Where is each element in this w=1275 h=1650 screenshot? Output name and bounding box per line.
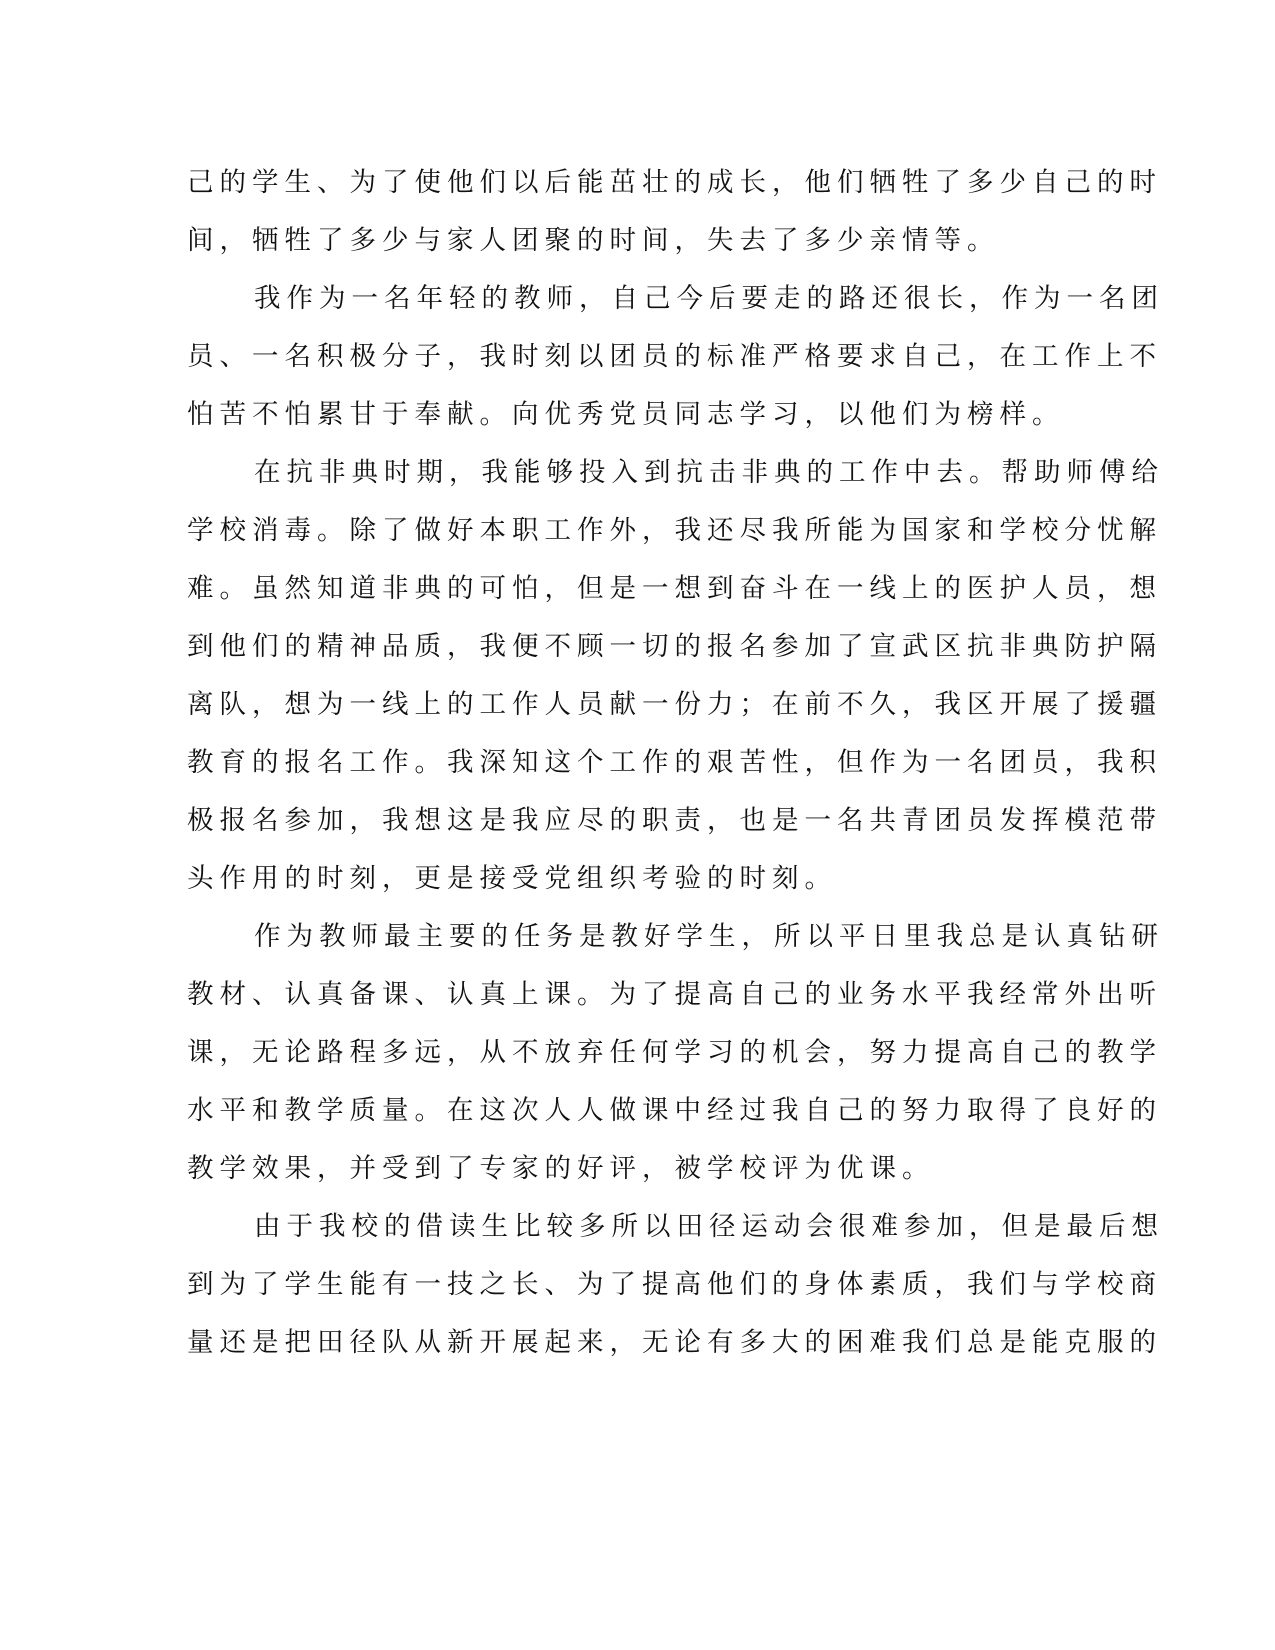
paragraph-start-line: 由于我校的借读生比较多所以田径运动会很难参加，但是最后想 (254, 1211, 1164, 1242)
text-line: 教材、认真备课、认真上课。为了提高自己的业务水平我经常外出听 (187, 979, 1162, 1010)
paragraph-start-line: 作为教师最主要的任务是教好学生，所以平日里我总是认真钻研 (254, 921, 1164, 952)
text-line: 极报名参加，我想这是我应尽的职责，也是一名共青团员发挥模范带 (187, 805, 1162, 836)
text-line: 学校消毒。除了做好本职工作外，我还尽我所能为国家和学校分忧解 (187, 515, 1162, 546)
text-line: 离队，想为一线上的工作人员献一份力；在前不久，我区开展了援疆 (187, 689, 1162, 720)
text-line: 课，无论路程多远，从不放弃任何学习的机会，努力提高自己的教学 (187, 1037, 1162, 1068)
text-line: 到他们的精神品质，我便不顾一切的报名参加了宣武区抗非典防护隔 (187, 631, 1162, 662)
text-line: 难。虽然知道非典的可怕，但是一想到奋斗在一线上的医护人员，想 (187, 573, 1162, 604)
text-line: 员、一名积极分子，我时刻以团员的标准严格要求自己，在工作上不 (187, 341, 1162, 372)
text-line: 己的学生、为了使他们以后能茁壮的成长，他们牺牲了多少自己的时 (187, 167, 1162, 198)
text-line: 到为了学生能有一技之长、为了提高他们的身体素质，我们与学校商 (187, 1269, 1162, 1300)
text-line: 怕苦不怕累甘于奉献。向优秀党员同志学习，以他们为榜样。 (187, 399, 1065, 430)
text-line: 间，牺牲了多少与家人团聚的时间，失去了多少亲情等。 (187, 225, 1000, 256)
paragraph-start-line: 我作为一名年轻的教师，自己今后要走的路还很长，作为一名团 (254, 283, 1164, 314)
text-line: 教育的报名工作。我深知这个工作的艰苦性，但作为一名团员，我积 (187, 747, 1162, 778)
text-line: 水平和教学质量。在这次人人做课中经过我自己的努力取得了良好的 (187, 1095, 1162, 1126)
text-line: 量还是把田径队从新开展起来，无论有多大的困难我们总是能克服的 (187, 1327, 1162, 1358)
text-line: 教学效果，并受到了专家的好评，被学校评为优课。 (187, 1153, 935, 1184)
paragraph-start-line: 在抗非典时期，我能够投入到抗击非典的工作中去。帮助师傅给 (254, 457, 1164, 488)
text-line: 头作用的时刻，更是接受党组织考验的时刻。 (187, 863, 837, 894)
